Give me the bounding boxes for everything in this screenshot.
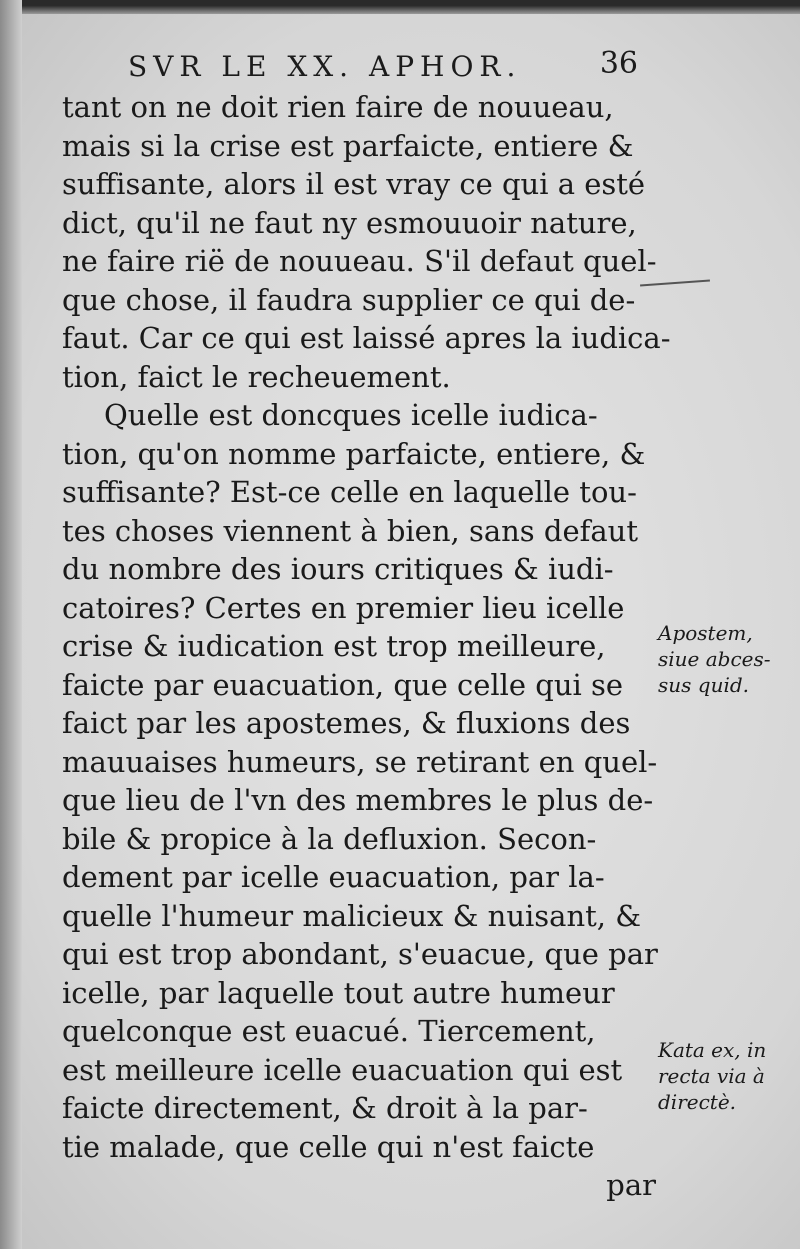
running-head-title: SVR LE XX. APHOR.	[128, 50, 522, 83]
body-text	[62, 88, 671, 1205]
text-line: est meilleure icelle euacuation qui est	[62, 1052, 623, 1087]
text-line: suffisante, alors il est vray ce qui a esté	[62, 167, 646, 201]
page-top-edge	[0, 0, 800, 14]
text-line: catoires? Certes en premier lieu icelle	[62, 590, 625, 625]
text-line: tion, faict le recheuement.	[62, 359, 451, 394]
text-line: faict par les apostemes, & fluxions des	[62, 706, 631, 740]
text-line: quelle l'humeur malicieux & nuisant, &	[62, 898, 642, 933]
text-line: Quelle est doncques icelle iudica-	[104, 398, 598, 432]
text-line: icelle, par laquelle tout autre humeur	[62, 975, 615, 1010]
text-line: faut. Car ce qui est laissé apres la iudica-	[62, 321, 671, 355]
running-head	[128, 46, 638, 83]
margin-note-line: Kata ex, in	[658, 1038, 767, 1062]
text-line: tant on ne doit rien faire de nouueau,	[62, 90, 614, 124]
margin-note-line: Apostem,	[658, 621, 753, 645]
text-line: suffisante? Est-ce celle en laquelle tou-	[62, 475, 637, 509]
text-line: qui est trop abondant, s'euacue, que par	[62, 937, 658, 971]
text-line: que chose, il faudra supplier ce qui de-	[62, 282, 636, 317]
margin-note-kata	[658, 1037, 798, 1115]
text-line: crise & iudication est trop meilleure,	[62, 629, 606, 663]
page-gutter-shadow	[0, 0, 22, 1249]
text-line: bile & propice à la defluxion. Secon-	[62, 821, 597, 856]
margin-note-apostem	[658, 620, 798, 698]
page-number: 36	[599, 46, 638, 81]
text-line: faicte par euacuation, que celle qui se	[62, 667, 624, 702]
text-line: ne faire rië de nouueau. S'il defaut quel-	[62, 244, 657, 278]
text-line: mauuaises humeurs, se retirant en quel-	[62, 744, 658, 779]
text-line: dict, qu'il ne faut ny esmouuoir nature,	[62, 205, 637, 240]
margin-note-line: siue abces-	[658, 647, 771, 671]
text-line: dement par icelle euacuation, par la-	[62, 860, 605, 894]
text-line: tie malade, que celle qui n'est faicte	[62, 1129, 595, 1164]
margin-note-line: recta via à	[658, 1064, 765, 1088]
text-line: du nombre des iours critiques & iudi-	[62, 552, 614, 586]
text-line: faicte directement, & droit à la par-	[62, 1091, 588, 1125]
text-line: tion, qu'on nomme parfaicte, entiere, &	[62, 436, 646, 471]
catchword: par	[606, 1168, 656, 1202]
text-line: que lieu de l'vn des membres le plus de-	[62, 783, 654, 817]
text-line: mais si la crise est parfaicte, entiere &	[62, 128, 634, 163]
margin-note-line: directè.	[658, 1090, 737, 1114]
text-line: tes choses viennent à bien, sans defaut	[62, 513, 638, 548]
margin-note-line: sus quid.	[658, 673, 750, 697]
text-line: quelconque est euacué. Tiercement,	[62, 1014, 596, 1048]
